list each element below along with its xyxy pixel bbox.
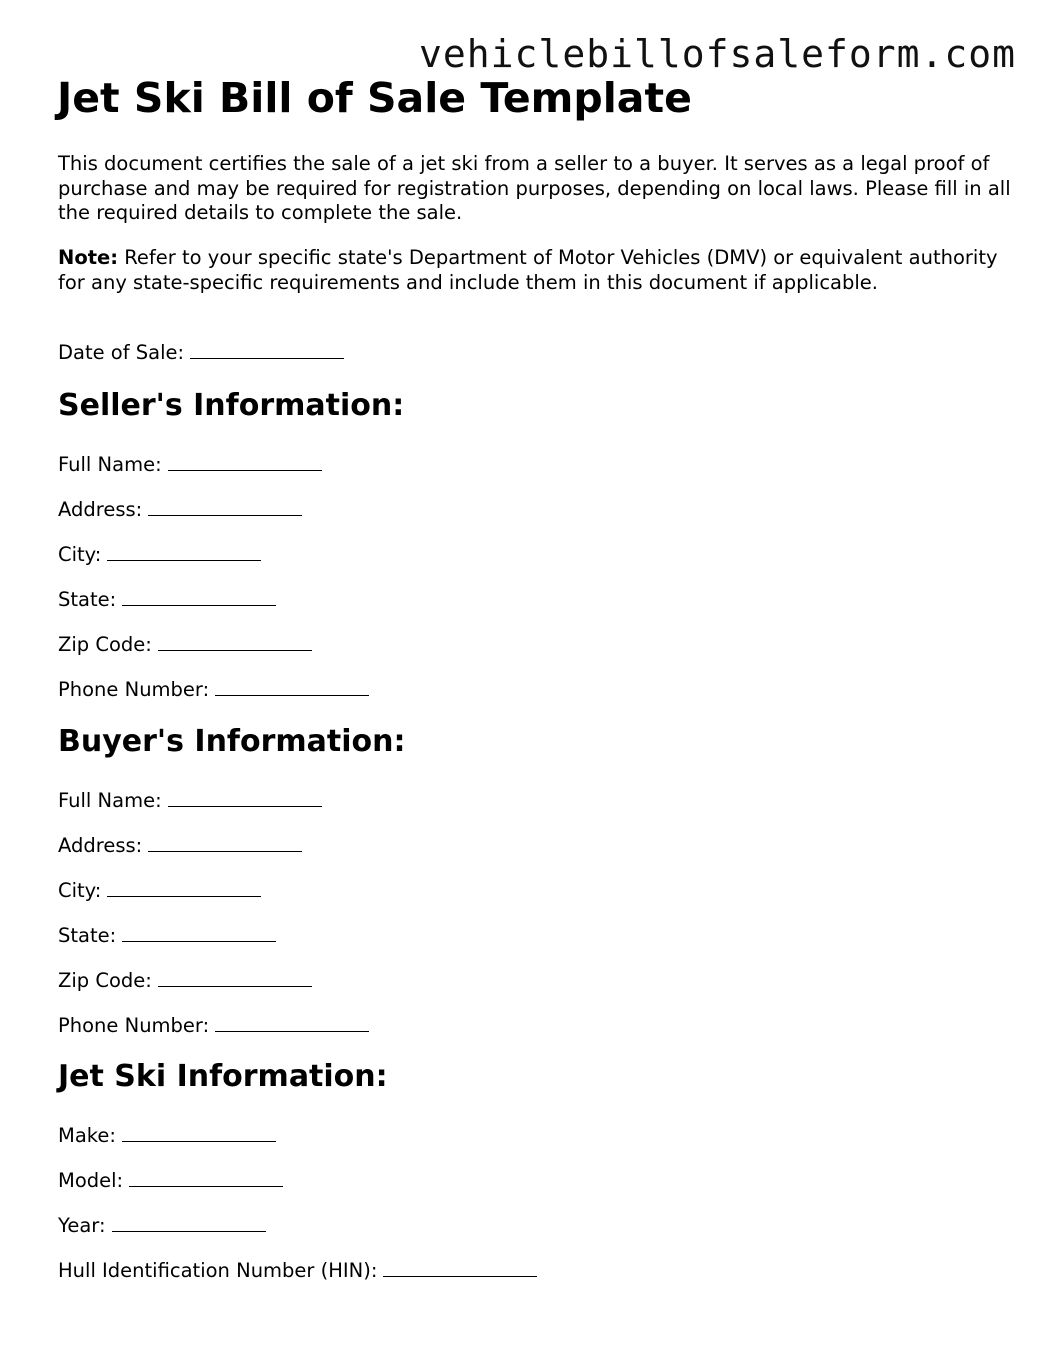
seller-zip-field (58, 632, 312, 657)
buyer-state-field (58, 923, 276, 948)
jetski-year-label: Year: (58, 1214, 106, 1237)
intro-paragraph: This document certifies the sale of a jet ski from a seller to a buyer. It serves as a legal proof of purchase and may be required for registration purposes, depending on local laws. Please fill in all the required details to complete the sale. (58, 152, 1011, 224)
buyer-phone-blank[interactable] (215, 1013, 369, 1032)
seller-city-blank[interactable] (107, 542, 261, 561)
date-of-sale-field (58, 340, 344, 365)
seller-city-label: City: (58, 543, 102, 566)
buyer-city-label: City: (58, 879, 102, 902)
jetski-hin-blank[interactable] (383, 1258, 537, 1277)
seller-phone-label: Phone Number: (58, 678, 210, 701)
buyer-full-name-field (58, 788, 322, 813)
seller-address-label: Address: (58, 498, 143, 521)
buyer-full-name-blank[interactable] (168, 788, 322, 807)
jetski-make-blank[interactable] (122, 1123, 276, 1142)
seller-full-name-label: Full Name: (58, 453, 162, 476)
jetski-heading: Jet Ski Information: (58, 1059, 388, 1094)
jetski-make-label: Make: (58, 1124, 116, 1147)
seller-phone-field (58, 677, 369, 702)
buyer-zip-blank[interactable] (158, 968, 312, 987)
buyer-state-label: State: (58, 924, 117, 947)
note-paragraph (58, 246, 1018, 295)
seller-state-label: State: (58, 588, 117, 611)
jetski-year-blank[interactable] (112, 1213, 266, 1232)
seller-state-blank[interactable] (122, 587, 276, 606)
jetski-year-field (58, 1213, 266, 1238)
seller-state-field (58, 587, 276, 612)
buyer-full-name-label: Full Name: (58, 789, 162, 812)
jetski-make-field (58, 1123, 276, 1148)
note-text: Refer to your specific state's Department of Motor Vehicles (DMV) or equivalent authority for any state-specific requirements and include them in this document if applicable. (58, 246, 998, 294)
buyer-address-blank[interactable] (148, 833, 302, 852)
seller-heading: Seller's Information: (58, 388, 405, 423)
seller-city-field (58, 542, 261, 567)
buyer-state-blank[interactable] (122, 923, 276, 942)
date-of-sale-blank[interactable] (190, 340, 344, 359)
seller-full-name-blank[interactable] (168, 452, 322, 471)
seller-full-name-field (58, 452, 322, 477)
jetski-hin-label: Hull Identification Number (HIN): (58, 1259, 378, 1282)
buyer-address-field (58, 833, 302, 858)
buyer-phone-field (58, 1013, 369, 1038)
buyer-phone-label: Phone Number: (58, 1014, 210, 1037)
buyer-city-blank[interactable] (107, 878, 261, 897)
site-watermark: vehiclebillofsaleform.com (419, 32, 1016, 76)
seller-address-blank[interactable] (148, 497, 302, 516)
buyer-address-label: Address: (58, 834, 143, 857)
page-title: Jet Ski Bill of Sale Template (57, 74, 692, 122)
buyer-heading: Buyer's Information: (58, 724, 406, 759)
seller-phone-blank[interactable] (215, 677, 369, 696)
seller-zip-label: Zip Code: (58, 633, 152, 656)
jetski-model-field (58, 1168, 283, 1193)
buyer-zip-label: Zip Code: (58, 969, 152, 992)
jetski-hin-field (58, 1258, 537, 1283)
seller-zip-blank[interactable] (158, 632, 312, 651)
buyer-zip-field (58, 968, 312, 993)
jetski-model-label: Model: (58, 1169, 124, 1192)
buyer-city-field (58, 878, 261, 903)
seller-address-field (58, 497, 302, 522)
date-of-sale-label: Date of Sale: (58, 341, 185, 364)
note-label: Note: (58, 246, 119, 269)
jetski-model-blank[interactable] (129, 1168, 283, 1187)
